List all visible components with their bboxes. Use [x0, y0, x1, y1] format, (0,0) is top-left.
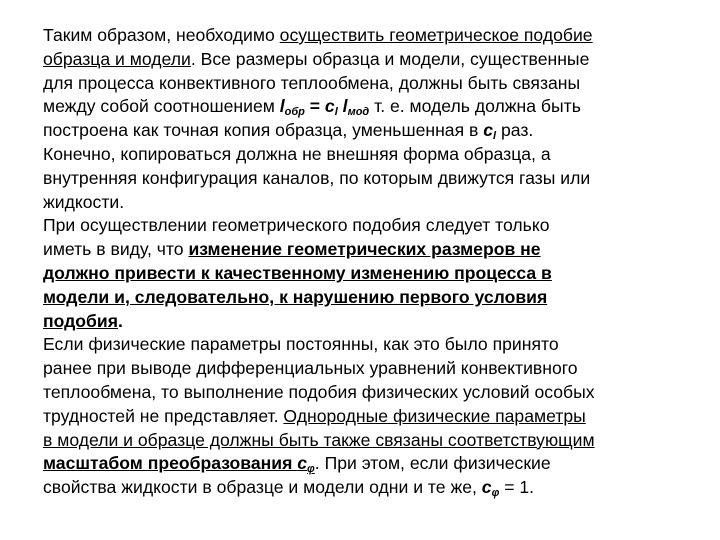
text-run: внутренняя конфигурация каналов, по которым движутся газы или — [43, 167, 591, 188]
text-line — [43, 310, 683, 334]
formula-subscript: l — [493, 130, 497, 143]
text-run: иметь в виду, что — [43, 239, 189, 260]
text-run: = 1. — [499, 477, 535, 498]
text-line — [43, 381, 683, 405]
text-run: свойства жидкости в образце и модели одни и те же, — [43, 477, 482, 498]
emphasized-phrase: масштабом преобразования — [43, 453, 298, 474]
formula-symbol: c — [483, 120, 494, 141]
text-line — [43, 476, 683, 500]
formula-symbol: l — [279, 96, 285, 117]
formula-symbol: c — [297, 453, 308, 474]
formula-operator: = — [304, 96, 325, 117]
text-line — [43, 262, 683, 286]
formula-subscript: обр — [284, 106, 305, 119]
text-line — [43, 333, 683, 357]
formula-symbol: l — [342, 96, 348, 117]
text-run: для процесса конвективного теплообмена, должны быть связаны — [43, 72, 581, 93]
text-line — [43, 238, 683, 262]
formula-subscript: φ — [307, 463, 315, 476]
text-line — [43, 405, 683, 429]
text-line — [43, 48, 683, 72]
text-line — [43, 429, 683, 453]
text-line — [43, 143, 683, 167]
text-line — [43, 24, 683, 48]
emphasized-phrase: подобия — [43, 310, 119, 331]
formula-subscript: l — [334, 106, 338, 119]
text-line — [43, 357, 683, 381]
formula-symbol: c — [481, 477, 492, 498]
text-line — [43, 167, 683, 191]
text-run: Если физические параметры постоянны, как это было принято — [43, 334, 559, 355]
body-text — [43, 24, 683, 500]
text-run: Таким образом, необходимо — [43, 25, 280, 45]
text-run: раз. — [496, 120, 534, 141]
text-line — [43, 191, 683, 215]
text-line — [43, 119, 683, 143]
text-run: теплообмена, то выполнение подобия физических условий особых — [43, 381, 595, 402]
text-run: между собой соотношением — [43, 96, 280, 117]
text-run: При осуществлении геометрического подобия следует только — [43, 215, 550, 236]
text-run: . При этом, если физические — [314, 453, 551, 474]
emphasized-phrase: изменение геометрических размеров не — [188, 239, 541, 260]
text-run: . Все размеры образца и модели, существенные — [190, 48, 590, 69]
emphasized-phrase: модели и, следовательно, к нарушению первого условия — [43, 286, 548, 307]
text-run: жидкости. — [43, 191, 125, 212]
text-run: ранее при выводе дифференциальных уравнений конвективного — [43, 358, 578, 379]
text-run: т. е. модель должна быть — [369, 96, 581, 117]
text-run: Конечно, копироваться должна не внешняя форма образца, а — [43, 143, 551, 164]
text-run: трудностей не представляет. — [43, 405, 284, 426]
underlined-phrase: образца и модели — [43, 48, 191, 69]
text-line — [43, 95, 683, 119]
text-run: . — [118, 310, 123, 331]
text-run: построена как точная копия образца, уменьшенная в — [43, 120, 484, 141]
emphasized-phrase: должно привести к качественному изменению процесса в — [43, 262, 552, 283]
text-line — [43, 286, 683, 310]
underlined-phrase: Однородные физические параметры — [283, 405, 586, 426]
text-line — [43, 72, 683, 96]
formula-subscript: φ — [491, 487, 500, 500]
formula-symbol: c — [324, 96, 335, 117]
text-line — [43, 452, 683, 476]
formula-subscript: мод — [347, 106, 370, 119]
underlined-phrase: осуществить геометрическое подобие — [279, 25, 593, 45]
text-line — [43, 214, 683, 238]
underlined-phrase: в модели и образце должны быть также связаны соответствующим — [43, 429, 595, 450]
